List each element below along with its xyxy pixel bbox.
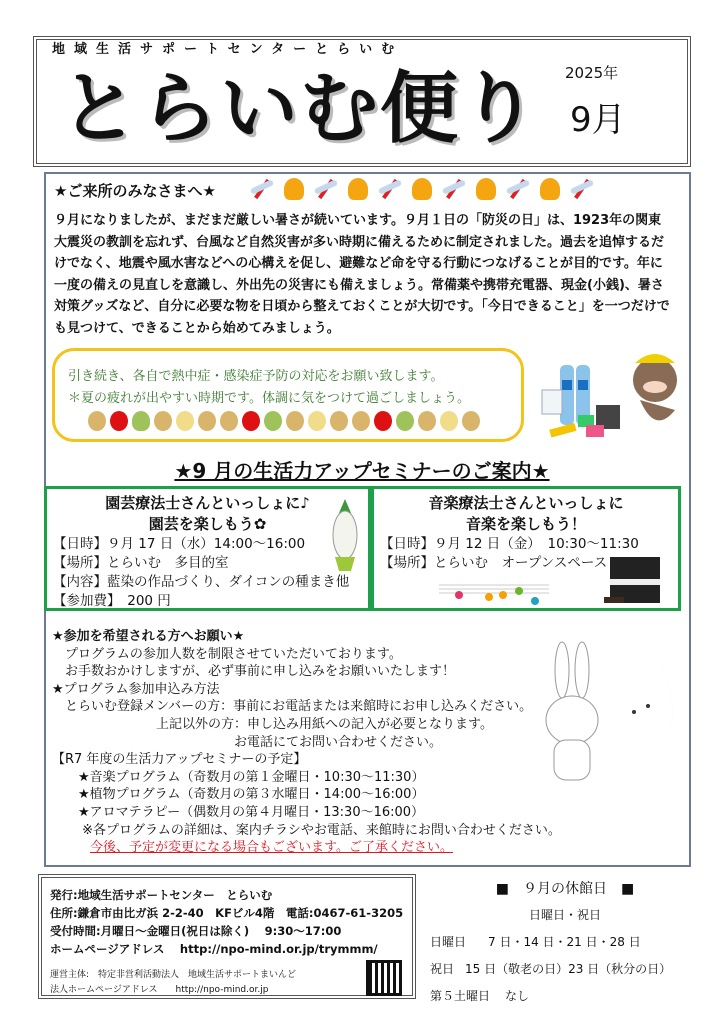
note-line: ★プログラム参加申込み方法 [52,681,220,697]
dragonfly-icon [442,178,466,202]
corporate-homepage-link[interactable]: 法人ホームページアドレス http://npo-mind.or.jp [50,985,269,995]
card-title: 園芸療法士さんといっしょに♪ [105,494,310,512]
dragonfly-icon [570,178,594,202]
apple-icon [176,411,194,431]
closed-day-label: 祝日 [430,962,455,976]
pear-icon [132,411,150,431]
closed-days-title: ■ ９月の休館日 ■ [495,881,635,897]
office-hours: 受付時間:月曜日～金曜日(祝日は除く) 9:30～17:00 [50,924,342,938]
participation-notes [52,628,561,857]
note-line: お電話にてお問い合わせください。 [52,734,443,750]
dragonfly-icon [506,178,530,202]
notice-line: 引き続き、各自で熱中症・感染症予防の対応をお願い致します。 [68,369,444,384]
pear-icon [418,411,436,431]
note-line: 【R7 年度の生活力アップセミナーの予定】 [52,752,307,768]
notice-line: ＊夏の疲れが出やすい時期です。体調に気をつけて過ごしましょう。 [68,391,470,406]
pear-icon [154,411,172,431]
closed-days-section [430,876,700,1004]
note-line: ※各プログラムの詳細は、案内チラシやお電話、来館時にお問い合わせください。 [52,822,561,838]
seminar-date: 【日時】９月 12 日（金） 10:30～11:30 [380,536,639,552]
organization-name: 地域生活サポートセンターとらいむ [52,42,404,57]
closed-day-dates: 7 日・14 日・21 日・28 日 [488,935,641,949]
seminar-place: 【場所】とらいむ オープンスペース [380,555,608,571]
pear-icon [396,411,414,431]
music-notes-icon [439,571,549,607]
newsletter-title: とらいむ便り [60,64,541,154]
note-line: ★音楽プログラム（奇数月の第１金曜日・10:30～11:30） [52,769,425,785]
pear-icon [198,411,216,431]
greeting-heading: ★ご来所のみなさまへ★ [54,182,216,200]
pear-icon [352,411,370,431]
publisher-info-box [38,874,416,999]
card-subtitle: 音楽を楽しもう！ [465,515,586,533]
dragonfly-icon [250,178,274,202]
dragonfly-icon [314,178,338,202]
seminar-content: 【内容】藍染の作品づくり、ダイコンの種まき他 [53,574,350,590]
gardening-seminar-card [44,486,371,611]
seminar-place: 【場所】とらいむ 多目的室 [53,555,229,571]
dragonfly-decoration [250,178,594,202]
piano-icon [604,557,664,609]
apple-icon [110,411,128,431]
note-line: ★参加を希望される方へお願い★ [52,629,245,644]
note-line: お手数おかけしますが、必ず事前に申し込みをお願いいたします！ [52,664,456,680]
operator: 運営主体: 特定非営利活動法人 地域生活サポートまいんど [50,970,297,980]
schedule-change-warning: 今後、予定が変更になる場合もございます。ご了承ください。 [90,840,453,856]
closed-days-subtitle: 日曜日・祝日 [528,908,601,922]
note-line: プログラムの参加人数を制限させていただいております。 [52,646,402,662]
dragonfly-icon [378,178,402,202]
closed-day-label: 第５土曜日 [430,989,491,1003]
card-subtitle: 園芸を楽しもう✿ [148,515,267,533]
apple-icon [374,411,392,431]
pear-icon [220,411,238,431]
moon-rabbit-illustration [540,630,690,795]
lightbulb-icon [284,178,304,200]
pear-icon [330,411,348,431]
note-line: 上記以外の方：申し込み用紙への記入が必要となります。 [52,716,493,732]
seminar-date: 【日時】９月 17 日（水）14:00～16:00 [53,536,306,552]
note-line: ★植物プログラム（奇数月の第３水曜日・14:00～16:00） [52,787,425,803]
note-line: ★アロマテラピー（偶数月の第４月曜日・13:30～16:00） [52,804,425,820]
lightbulb-icon [476,178,496,200]
issue-year: 2025年 [565,64,619,82]
pear-icon [88,411,106,431]
seminar-heading: ★9 月の生活力アップセミナーのご案内★ [174,459,550,483]
address: 住所:鎌倉市由比ガ浜 2-2-40 KFビル4階 電話:0467-61-3205 [50,906,404,920]
qr-code-icon[interactable] [366,960,402,996]
card-title: 音楽療法士さんといっしょに [428,494,624,512]
publisher: 発行:地域生活サポートセンター とらいむ [50,888,273,902]
pear-icon [264,411,282,431]
apple-icon [308,411,326,431]
pear-icon [286,411,304,431]
issue-month: 9月 [570,100,626,140]
daikon-character-icon [325,499,365,579]
lightbulb-icon [348,178,368,200]
closed-day-label: 日曜日 [430,935,467,949]
note-line: とらいむ登録メンバーの方：事前にお電話または来館時にお申し込みください。 [52,699,533,715]
closed-day-dates: なし [505,989,530,1003]
apple-icon [242,411,260,431]
lightbulb-icon [412,178,432,200]
closed-day-dates: 15 日（敬老の日）23 日（秋分の日） [465,962,672,976]
seminar-fee: 【参加費】 200 円 [53,593,171,609]
music-seminar-card [371,486,681,611]
emergency-supplies-illustration [540,345,690,443]
greeting-body: ９月になりましたが、まだまだ厳しい暑さが続いています。９月１日の「防災の日」は、1923年の関東大震災の教訓を忘れず、台風など自然災害が多い時期に備えるために制定されました。過去を追悼するだけでなく、地震や風水害などへの心構えを促し、避難など命を守る行動につなげることが目的です。年に一度の備えの見直しを意識し、外出先の災害にも備えましょう。常備薬や携帯充電器、現金(小銭)、暑さ対策グッズなど、自分に必要な物を日頃から整えておくことが大切です。「今日できること」を一つだけでも見つけて、できることから始めてみましょう。 [54,213,670,336]
fruit-decoration [88,411,480,431]
pear-icon [462,411,480,431]
lightbulb-icon [540,178,560,200]
homepage-link[interactable]: ホームページアドレス http://npo-mind.or.jp/trymmm/ [50,942,378,956]
apple-icon [440,411,458,431]
